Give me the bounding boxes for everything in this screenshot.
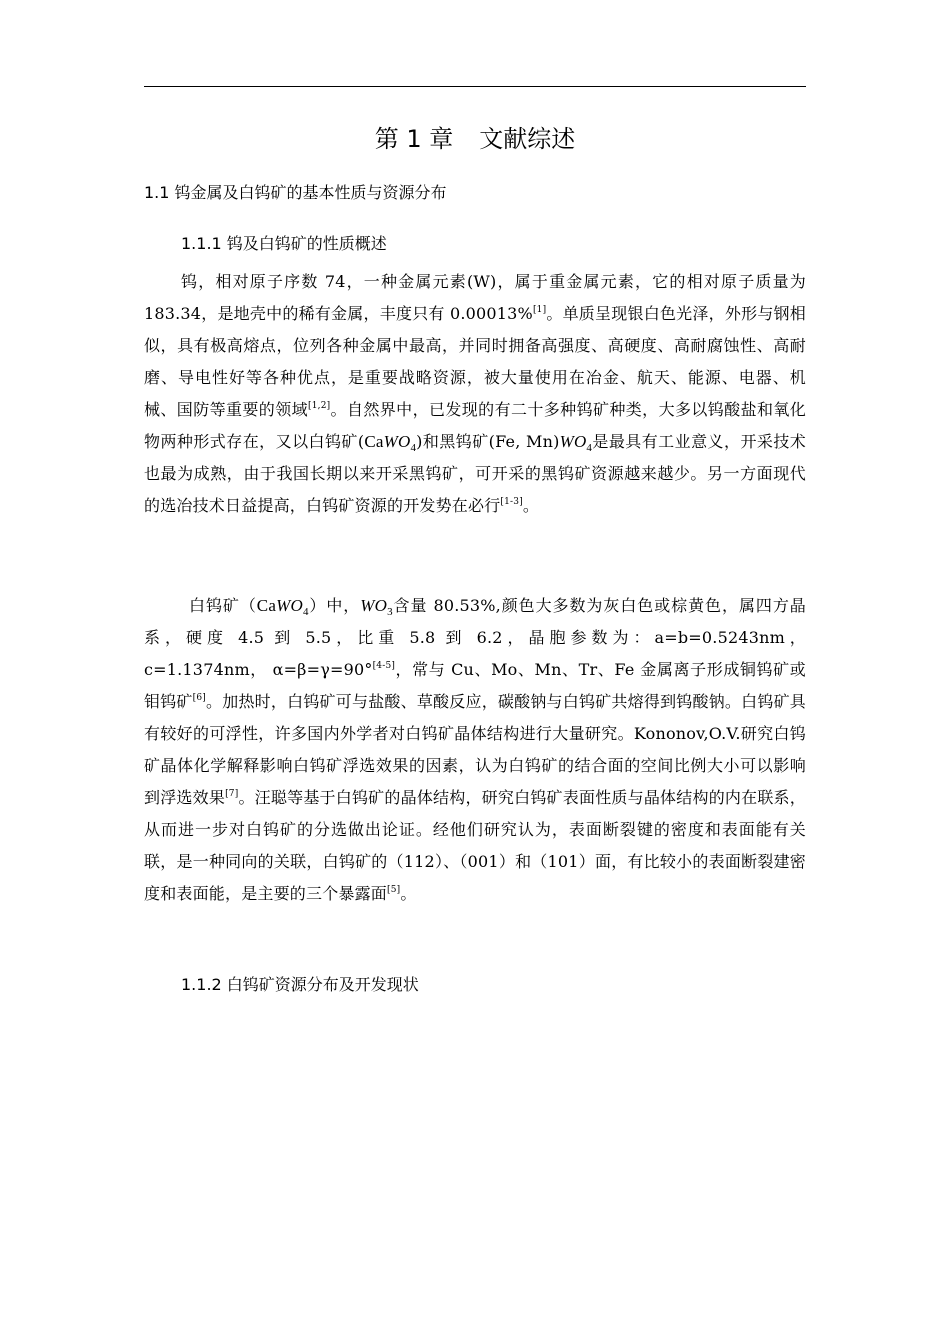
subsection-heading-1-1-1: 1.1.1 钨及白钨矿的性质概述: [181, 234, 387, 253]
citation: [1-3]: [500, 497, 523, 507]
citation: [7]: [225, 789, 239, 799]
formula-wo3: $WO_3$: [360, 596, 393, 618]
formula-wo4: $WO_4$: [559, 432, 593, 454]
paragraph-tungsten-properties: 钨，相对原子序数 74，一种金属元素(W)，属于重金属元素，它的相对原子质量为 183.34，是地壳中的稀有金属，丰度只有 0.00013%[1]。单质呈现银白色光泽，外形与钢相似，具有极高熔点，位列各种金属中最高，并同时拥备高强度、高硬度、高耐腐蚀性、高耐磨、导电性好等各种优点，是重要战略资源，被大量使用在冶金、航天、能源、电器、机械、国防等重要的领域[1,2]。自然界中，已发现的有二十多种钨矿种类，大多以钨酸盐和氧化物两种形式存在，又以白钨矿(CaWO$_4$)和黑钨矿(Fe, $Mn)WO_4$是最具有工业意义，开采技术也最为成熟，由于我国长期以来开采黑钨矿，可开采的黑钨矿资源越来越少。另一方面现代的选冶技术日益提高，白钨矿资源的开发势在必行[1-3]。: [144, 272, 807, 515]
paragraph-scheelite-properties: 白钨矿（CaWO$_4$）中，$WO_3$含量 80.53%,颜色大多数为灰白色或棕黄色，属四方晶系，硬度 4.5 到 5.5，比重 5.8 到 6.2，晶胞参数为：a=b=0.5243nm，c=1.1374nm， α=β=γ=90°[4-5]，常与 Cu、Mo、Mn、Tr、Fe 金属离子形成铜钨矿或钼钨矿[6]。加热时，白钨矿可与盐酸、草酸反应，碳酸钠与白钨矿共熔得到钨酸钠。白钨矿具有较好的可浮性，许多国内外学者对白钨矿晶体结构进行大量研究。Kononov,O.V.研究白钨矿晶体化学解释影响白钨矿浮选效果的因素，认为白钨矿的结合面的空间比例大小可以影响到浮选效果[7]。汪聪等基于白钨矿的晶体结构，研究白钨矿表面性质与晶体结构的内在联系，从而进一步对白钨矿的分选做出论证。经他们研究认为，表面断裂键的密度和表面能有关联，是一种同向的关联，白钨矿的（112）、（001）和（101）面，有比较小的表面断裂建密度和表面能，是主要的三个暴露面[5]。: [144, 596, 806, 903]
subsection-heading-1-1-2: 1.1.2 白钨矿资源分布及开发现状: [181, 975, 419, 994]
formula-cawo4: CaWO$_4$: [256, 596, 309, 618]
formula-cawo4: CaWO$_4$: [364, 432, 417, 454]
citation: [6]: [192, 693, 207, 703]
chapter-number: 第 1 章: [374, 125, 454, 153]
section-heading: 1.1 钨金属及白钨矿的基本性质与资源分布: [144, 183, 447, 202]
citation: [4-5]: [372, 661, 396, 671]
header-rule: [144, 86, 806, 87]
chapter-name: 文献综述: [479, 125, 576, 153]
citation: [1]: [532, 305, 547, 315]
citation: [5]: [387, 885, 401, 895]
citation: [1,2]: [308, 401, 331, 411]
chapter-title: [144, 122, 806, 156]
